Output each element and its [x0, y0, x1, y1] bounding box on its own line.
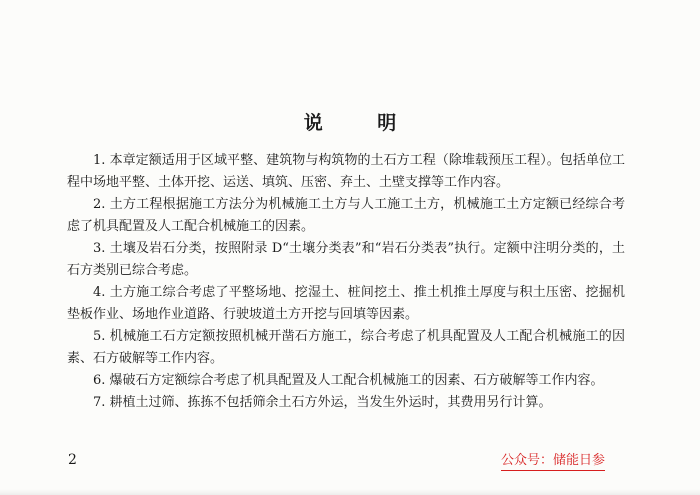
paragraph-2: 2. 土方工程根据施工方法分为机械施工土方与人工施工土方，机械施工土方定额已经综合考虑了机具配置及人工配合机械施工的因素。 — [67, 197, 625, 234]
wechat-watermark: 公众号：储能日参 — [501, 453, 605, 471]
paragraph-5: 5. 机械施工石方定额按照机械开凿石方施工，综合考虑了机具配置及人工配合机械施工的因素、石方破解等工作内容。 — [67, 329, 625, 366]
paragraph-4: 4. 土方施工综合考虑了平整场地、挖湿土、桩间挖土、推土机推土厚度与积土压密、挖掘机垫板作业、场地作业道路、行驶坡道土方开挖与回填等因素。 — [67, 285, 625, 322]
paragraph-3: 3. 土壤及岩石分类，按照附录 D“土壤分类表”和“岩石分类表”执行。定额中注明分类的，土石方类别已综合考虑。 — [67, 241, 625, 278]
paragraph-7: 7. 耕植土过筛、拣拣不包括筛余土石方外运，当发生外运时，其费用另行计算。 — [93, 395, 552, 410]
paragraph-1: 1. 本章定额适用于区域平整、建筑物与构筑物的土石方工程（除堆载预压工程）。包括单位工程中场地平整、土体开挖、运送、填筑、压密、弃土、土壁支撑等工作内容。 — [67, 153, 625, 190]
explanation-body — [67, 150, 625, 414]
page-number: 2 — [68, 452, 77, 468]
scan-edge-shadow — [0, 489, 700, 495]
page-title: 说 明 — [303, 112, 421, 134]
paragraph-6: 6. 爆破石方定额综合考虑了机具配置及人工配合机械施工的因素、石方破解等工作内容。 — [93, 373, 604, 388]
